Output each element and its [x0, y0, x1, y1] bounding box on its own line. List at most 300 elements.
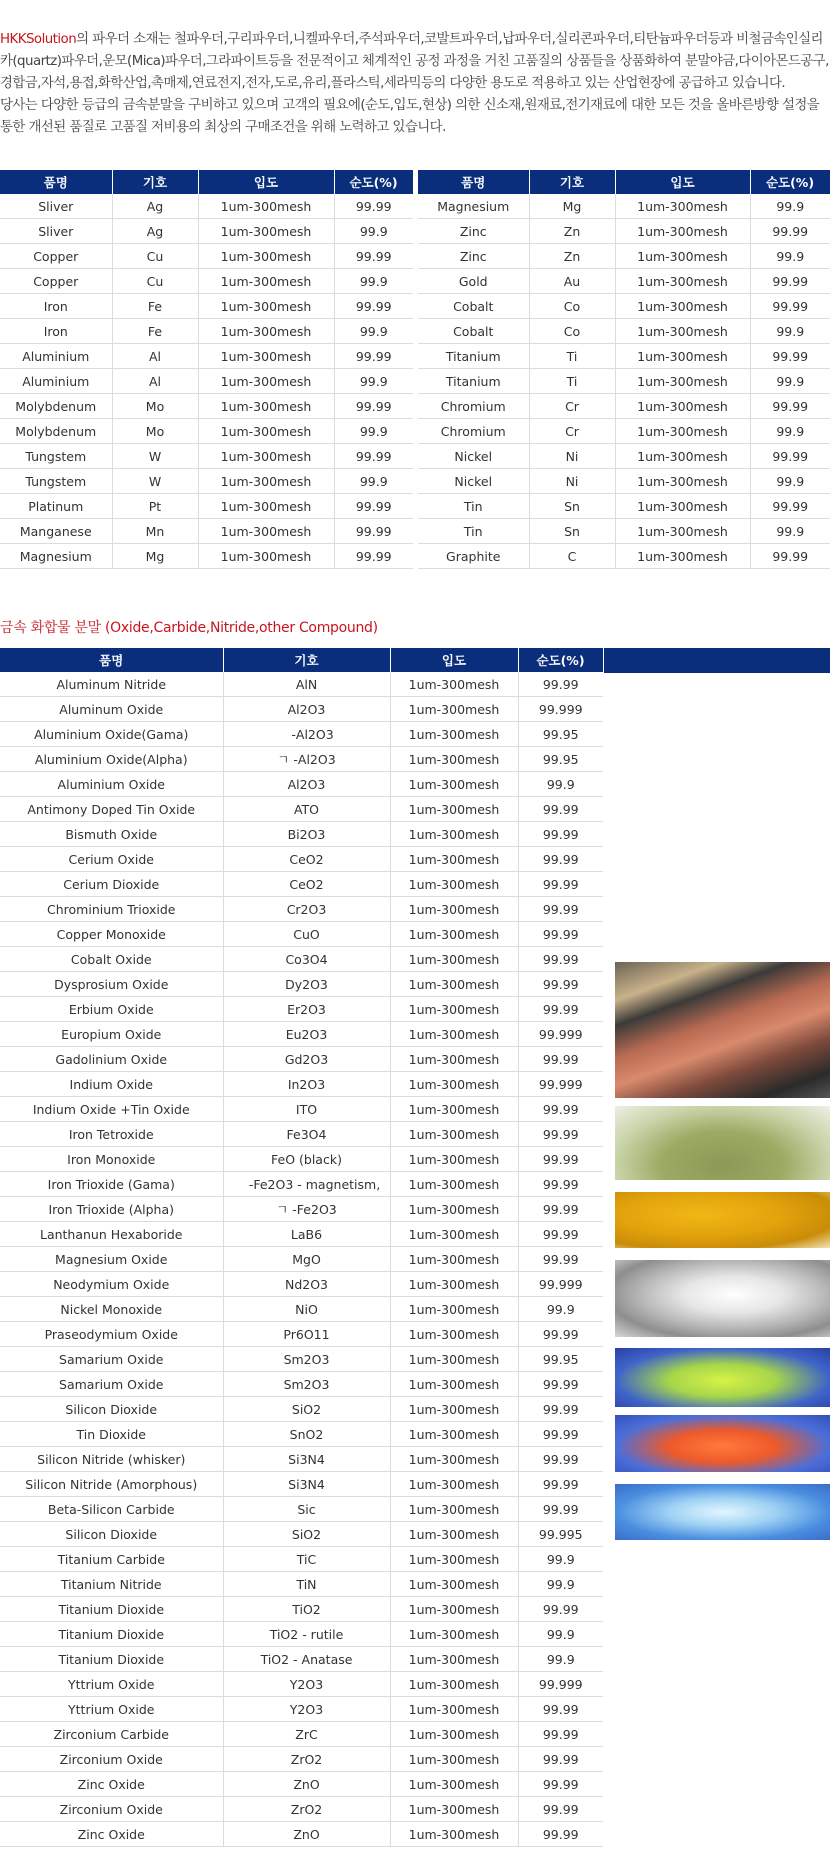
cell-name: Titanium: [418, 344, 529, 369]
table-row: [0, 872, 603, 897]
cell-symbol: Er2O3: [223, 997, 390, 1022]
cell-name: Iron: [0, 319, 112, 344]
cell-name: Sliver: [0, 219, 112, 244]
table-row: [0, 897, 603, 922]
cell-symbol: Zn: [529, 219, 615, 244]
table-row: [0, 319, 413, 344]
cell-size: 1um-300mesh: [390, 1597, 518, 1622]
cell-size: 1um-300mesh: [390, 1197, 518, 1222]
table-row: [0, 822, 603, 847]
table-row: [0, 972, 603, 997]
cell-symbol: Pr6O11: [223, 1322, 390, 1347]
cell-purity: 99.99: [750, 294, 830, 319]
cell-symbol: Co3O4: [223, 947, 390, 972]
col-header-name: 품명: [0, 170, 112, 194]
cell-name: Gadolinium Oxide: [0, 1047, 223, 1072]
col-header-name: 품명: [418, 170, 529, 194]
cell-purity: 99.99: [518, 797, 603, 822]
cell-purity: 99.99: [518, 872, 603, 897]
cell-symbol: C: [529, 544, 615, 569]
cell-name: Chrominium Trioxide: [0, 897, 223, 922]
cell-symbol: TiO2 - Anatase: [223, 1647, 390, 1672]
cell-size: 1um-300mesh: [198, 444, 334, 469]
table-row: [0, 1797, 603, 1822]
table-row: [0, 847, 603, 872]
cell-name: Magnesium Oxide: [0, 1247, 223, 1272]
powder-photo-white: [615, 1260, 830, 1337]
cell-size: 1um-300mesh: [615, 394, 750, 419]
cell-symbol: Y2O3: [223, 1697, 390, 1722]
cell-size: 1um-300mesh: [390, 1672, 518, 1697]
cell-purity: 99.9: [334, 219, 413, 244]
cell-purity: 99.99: [334, 394, 413, 419]
cell-symbol: Pt: [112, 494, 198, 519]
cell-size: 1um-300mesh: [198, 319, 334, 344]
table-row: [0, 1372, 603, 1397]
table-row: [418, 344, 830, 369]
cell-purity: 99.99: [750, 269, 830, 294]
cell-symbol: Bi2O3: [223, 822, 390, 847]
cell-name: Erbium Oxide: [0, 997, 223, 1022]
cell-name: Lanthanun Hexaboride: [0, 1222, 223, 1247]
cell-symbol: MgO: [223, 1247, 390, 1272]
cell-symbol: Cu: [112, 269, 198, 294]
cell-size: 1um-300mesh: [390, 1347, 518, 1372]
cell-size: 1um-300mesh: [390, 1572, 518, 1597]
cell-name: Cobalt: [418, 294, 529, 319]
table-row: [0, 1572, 603, 1597]
table-row: [0, 1122, 603, 1147]
cell-size: 1um-300mesh: [390, 1222, 518, 1247]
table-row: [418, 544, 830, 569]
cell-symbol: Ti: [529, 344, 615, 369]
cell-purity: 99.99: [518, 1797, 603, 1822]
cell-purity: 99.99: [750, 394, 830, 419]
table-row: [0, 1047, 603, 1072]
cell-symbol: Si3N4: [223, 1447, 390, 1472]
cell-size: 1um-300mesh: [615, 294, 750, 319]
cell-purity: 99.9: [518, 772, 603, 797]
cell-size: 1um-300mesh: [615, 319, 750, 344]
cell-purity: 99.99: [334, 494, 413, 519]
cell-purity: 99.99: [518, 1472, 603, 1497]
table-header-row: [418, 170, 830, 194]
cell-name: Europium Oxide: [0, 1022, 223, 1047]
table-row: [0, 1472, 603, 1497]
table-row: [0, 1247, 603, 1272]
cell-name: Iron Trioxide (Alpha): [0, 1197, 223, 1222]
table-row: [418, 469, 830, 494]
cell-name: Aluminium Oxide(Gama): [0, 722, 223, 747]
cell-name: Zinc Oxide: [0, 1822, 223, 1847]
cell-name: Nickel: [418, 469, 529, 494]
cell-symbol: Sic: [223, 1497, 390, 1522]
cell-purity: 99.99: [518, 1322, 603, 1347]
cell-purity: 99.9: [518, 1647, 603, 1672]
col-header-size: 입도: [615, 170, 750, 194]
table-row: [418, 394, 830, 419]
cell-symbol: Au: [529, 269, 615, 294]
cell-size: 1um-300mesh: [390, 1372, 518, 1397]
cell-symbol: Gd2O3: [223, 1047, 390, 1072]
cell-symbol: Co: [529, 294, 615, 319]
cell-symbol: Mo: [112, 394, 198, 419]
cell-name: Zirconium Carbide: [0, 1722, 223, 1747]
cell-size: 1um-300mesh: [615, 544, 750, 569]
cell-size: 1um-300mesh: [390, 1247, 518, 1272]
col-header-purity: 순도(%): [334, 170, 413, 194]
table-header-row: [0, 648, 603, 672]
table-row: [0, 1347, 603, 1372]
cell-symbol: ZrO2: [223, 1797, 390, 1822]
cell-name: Cerium Oxide: [0, 847, 223, 872]
cell-name: Aluminium: [0, 344, 112, 369]
cell-name: Titanium Dioxide: [0, 1647, 223, 1672]
table-row: [418, 444, 830, 469]
table-row: [0, 244, 413, 269]
cell-symbol: CeO2: [223, 872, 390, 897]
cell-name: Aluminum Oxide: [0, 697, 223, 722]
cell-purity: 99.99: [518, 1422, 603, 1447]
cell-purity: 99.99: [334, 294, 413, 319]
metal-left-body: [0, 194, 413, 569]
table-row: [0, 1747, 603, 1772]
table-row: [0, 1822, 603, 1847]
table-row: [418, 519, 830, 544]
cell-symbol: Mo: [112, 419, 198, 444]
cell-symbol: TiC: [223, 1547, 390, 1572]
cell-size: 1um-300mesh: [390, 1647, 518, 1672]
table-row: [0, 722, 603, 747]
cell-purity: 99.995: [518, 1522, 603, 1547]
table-row: [0, 1397, 603, 1422]
cell-size: 1um-300mesh: [198, 469, 334, 494]
cell-name: Titanium Dioxide: [0, 1597, 223, 1622]
col-header-purity: 순도(%): [518, 648, 603, 672]
cell-size: 1um-300mesh: [615, 369, 750, 394]
compound-body: [0, 672, 603, 1847]
cell-name: Magnesium: [0, 544, 112, 569]
cell-purity: 99.99: [750, 544, 830, 569]
cell-name: Copper: [0, 244, 112, 269]
cell-symbol: ATO: [223, 797, 390, 822]
col-header-size: 입도: [198, 170, 334, 194]
cell-name: Chromium: [418, 419, 529, 444]
cell-name: Silicon Nitride (whisker): [0, 1447, 223, 1472]
table-row: [0, 672, 603, 697]
cell-symbol: Mn: [112, 519, 198, 544]
cell-name: Molybdenum: [0, 394, 112, 419]
cell-size: 1um-300mesh: [198, 544, 334, 569]
col-header-symbol: 기호: [112, 170, 198, 194]
table-row: [0, 1322, 603, 1347]
cell-symbol: ZnO: [223, 1772, 390, 1797]
cell-size: 1um-300mesh: [390, 1422, 518, 1447]
table-row: [0, 1497, 603, 1522]
table-row: [0, 1172, 603, 1197]
cell-purity: 99.99: [518, 972, 603, 997]
compound-section-title: 금속 화합물 분말 (Oxide,Carbide,Nitride,other Compound): [0, 620, 378, 636]
cell-purity: 99.99: [334, 519, 413, 544]
cell-symbol: ZnO: [223, 1822, 390, 1847]
cell-name: Copper Monoxide: [0, 922, 223, 947]
cell-size: 1um-300mesh: [390, 672, 518, 697]
cell-name: Titanium Nitride: [0, 1572, 223, 1597]
cell-symbol: Al: [112, 369, 198, 394]
cell-purity: 99.99: [518, 1197, 603, 1222]
cell-symbol: TiN: [223, 1572, 390, 1597]
cell-name: Iron Monoxide: [0, 1147, 223, 1172]
table-row: [0, 519, 413, 544]
cell-size: 1um-300mesh: [390, 1172, 518, 1197]
cell-purity: 99.99: [518, 922, 603, 947]
cell-size: 1um-300mesh: [390, 822, 518, 847]
table-row: [418, 319, 830, 344]
cell-purity: 99.999: [518, 1022, 603, 1047]
cell-name: Yttrium Oxide: [0, 1672, 223, 1697]
cell-symbol: CeO2: [223, 847, 390, 872]
powder-photo-fluorescent-blue: [615, 1484, 830, 1540]
powder-photo-fluorescent-orange: [615, 1415, 830, 1472]
cell-purity: 99.9: [518, 1297, 603, 1322]
cell-size: 1um-300mesh: [615, 244, 750, 269]
cell-size: 1um-300mesh: [390, 1047, 518, 1072]
cell-purity: 99.99: [518, 1397, 603, 1422]
cell-name: Zinc: [418, 244, 529, 269]
table-row: [0, 797, 603, 822]
cell-name: Chromium: [418, 394, 529, 419]
cell-purity: 99.99: [518, 1597, 603, 1622]
cell-size: 1um-300mesh: [390, 697, 518, 722]
cell-size: 1um-300mesh: [390, 997, 518, 1022]
cell-name: Zirconium Oxide: [0, 1797, 223, 1822]
cell-size: 1um-300mesh: [198, 269, 334, 294]
cell-purity: 99.99: [334, 344, 413, 369]
cell-size: 1um-300mesh: [390, 897, 518, 922]
cell-symbol: AlN: [223, 672, 390, 697]
table-row: [418, 369, 830, 394]
cell-symbol: W: [112, 469, 198, 494]
brand-name: HKKSolution: [0, 32, 77, 47]
cell-size: 1um-300mesh: [615, 444, 750, 469]
cell-symbol: LaB6: [223, 1222, 390, 1247]
table-row: [0, 1072, 603, 1097]
table-row: [0, 1297, 603, 1322]
cell-symbol: Ag: [112, 219, 198, 244]
cell-symbol: TiO2 - rutile: [223, 1622, 390, 1647]
cell-symbol: Dy2O3: [223, 972, 390, 997]
cell-name: Samarium Oxide: [0, 1372, 223, 1397]
table-row: [0, 219, 413, 244]
cell-size: 1um-300mesh: [390, 1322, 518, 1347]
cell-symbol: Ag: [112, 194, 198, 219]
cell-name: Tungstem: [0, 469, 112, 494]
cell-symbol: SiO2: [223, 1522, 390, 1547]
cell-symbol: SiO2: [223, 1397, 390, 1422]
cell-size: 1um-300mesh: [390, 922, 518, 947]
cell-purity: 99.9: [334, 369, 413, 394]
metal-right-body: [418, 194, 830, 569]
cell-symbol: ㄱ -Fe2O3: [223, 1197, 390, 1222]
cell-symbol: In2O3: [223, 1072, 390, 1097]
cell-name: Aluminum Nitride: [0, 672, 223, 697]
cell-symbol: Y2O3: [223, 1672, 390, 1697]
cell-size: 1um-300mesh: [198, 344, 334, 369]
cell-name: Silicon Dioxide: [0, 1522, 223, 1547]
cell-purity: 99.99: [518, 1772, 603, 1797]
cell-size: 1um-300mesh: [390, 747, 518, 772]
cell-name: Cobalt: [418, 319, 529, 344]
cell-symbol: Cr: [529, 419, 615, 444]
cell-purity: 99.99: [334, 194, 413, 219]
table-row: [0, 1647, 603, 1672]
cell-name: Antimony Doped Tin Oxide: [0, 797, 223, 822]
cell-name: Dysprosium Oxide: [0, 972, 223, 997]
cell-size: 1um-300mesh: [198, 194, 334, 219]
cell-name: Graphite: [418, 544, 529, 569]
table-row: [0, 772, 603, 797]
cell-purity: 99.9: [334, 419, 413, 444]
cell-symbol: ᅟ-Al2O3: [223, 722, 390, 747]
table-row: [0, 1422, 603, 1447]
table-row: [0, 269, 413, 294]
cell-size: 1um-300mesh: [390, 1522, 518, 1547]
cell-size: 1um-300mesh: [390, 797, 518, 822]
cell-purity: 99.99: [518, 1097, 603, 1122]
cell-symbol: FeO (black): [223, 1147, 390, 1172]
cell-size: 1um-300mesh: [390, 1747, 518, 1772]
cell-symbol: NiO: [223, 1297, 390, 1322]
compound-powder-table: [0, 648, 604, 1847]
cell-size: 1um-300mesh: [390, 1272, 518, 1297]
cell-name: Manganese: [0, 519, 112, 544]
cell-purity: 99.99: [518, 1447, 603, 1472]
table-row: [0, 419, 413, 444]
cell-name: Molybdenum: [0, 419, 112, 444]
cell-name: Titanium: [418, 369, 529, 394]
cell-purity: 99.95: [518, 747, 603, 772]
table-row: [0, 344, 413, 369]
powder-photo-fluorescent-green: [615, 1348, 830, 1407]
cell-size: 1um-300mesh: [390, 1547, 518, 1572]
table-row: [0, 1272, 603, 1297]
cell-size: 1um-300mesh: [390, 1822, 518, 1847]
cell-purity: 99.999: [518, 697, 603, 722]
cell-size: 1um-300mesh: [615, 469, 750, 494]
cell-symbol: Si3N4: [223, 1472, 390, 1497]
cell-name: Cerium Dioxide: [0, 872, 223, 897]
cell-name: Bismuth Oxide: [0, 822, 223, 847]
cell-purity: 99.99: [518, 672, 603, 697]
cell-name: Cobalt Oxide: [0, 947, 223, 972]
table-row: [418, 269, 830, 294]
cell-purity: 99.999: [518, 1072, 603, 1097]
cell-size: 1um-300mesh: [615, 494, 750, 519]
table-row: [0, 394, 413, 419]
table-row: [0, 369, 413, 394]
table-row: [0, 1222, 603, 1247]
cell-purity: 99.99: [518, 1697, 603, 1722]
cell-purity: 99.99: [750, 494, 830, 519]
table-row: [0, 1547, 603, 1572]
cell-name: Silicon Dioxide: [0, 1397, 223, 1422]
cell-purity: 99.99: [750, 344, 830, 369]
cell-purity: 99.999: [518, 1672, 603, 1697]
cell-name: Silicon Nitride (Amorphous): [0, 1472, 223, 1497]
cell-name: Yttrium Oxide: [0, 1697, 223, 1722]
cell-size: 1um-300mesh: [390, 1697, 518, 1722]
cell-purity: 99.9: [750, 519, 830, 544]
cell-symbol: Zn: [529, 244, 615, 269]
cell-purity: 99.99: [334, 444, 413, 469]
cell-symbol: Fe3O4: [223, 1122, 390, 1147]
cell-purity: 99.9: [750, 319, 830, 344]
cell-symbol: Al2O3: [223, 772, 390, 797]
col-header-name: 품명: [0, 648, 223, 672]
table-row: [418, 494, 830, 519]
cell-symbol: Fe: [112, 294, 198, 319]
cell-purity: 99.99: [518, 1747, 603, 1772]
cell-symbol: ㄱ -Al2O3: [223, 747, 390, 772]
header-bar-extension: [604, 648, 830, 673]
cell-size: 1um-300mesh: [390, 1397, 518, 1422]
cell-purity: 99.9: [750, 244, 830, 269]
cell-name: Tin Dioxide: [0, 1422, 223, 1447]
cell-symbol: ITO: [223, 1097, 390, 1122]
powder-photo-green: [615, 1106, 830, 1180]
table-row: [0, 1522, 603, 1547]
cell-size: 1um-300mesh: [615, 419, 750, 444]
cell-size: 1um-300mesh: [390, 1722, 518, 1747]
cell-symbol: Cr2O3: [223, 897, 390, 922]
cell-purity: 99.95: [518, 1347, 603, 1372]
cell-symbol: ZrC: [223, 1722, 390, 1747]
cell-symbol: Ni: [529, 444, 615, 469]
table-row: [418, 194, 830, 219]
cell-symbol: Ti: [529, 369, 615, 394]
cell-purity: 99.99: [518, 1147, 603, 1172]
cell-symbol: TiO2: [223, 1597, 390, 1622]
cell-purity: 99.99: [518, 1497, 603, 1522]
cell-purity: 99.99: [518, 1822, 603, 1847]
cell-purity: 99.99: [518, 1247, 603, 1272]
cell-size: 1um-300mesh: [390, 1772, 518, 1797]
powder-photo-yellow: [615, 1192, 830, 1248]
cell-symbol: Co: [529, 319, 615, 344]
cell-name: Tin: [418, 519, 529, 544]
table-row: [0, 1022, 603, 1047]
cell-purity: 99.99: [750, 219, 830, 244]
cell-size: 1um-300mesh: [390, 772, 518, 797]
cell-name: Gold: [418, 269, 529, 294]
cell-size: 1um-300mesh: [198, 519, 334, 544]
cell-size: 1um-300mesh: [390, 1147, 518, 1172]
intro-text: [0, 29, 830, 139]
cell-name: Indium Oxide: [0, 1072, 223, 1097]
cell-symbol: Cr: [529, 394, 615, 419]
cell-name: Tungstem: [0, 444, 112, 469]
cell-purity: 99.99: [518, 1172, 603, 1197]
cell-name: Neodymium Oxide: [0, 1272, 223, 1297]
cell-purity: 99.9: [334, 269, 413, 294]
cell-name: Zinc Oxide: [0, 1772, 223, 1797]
cell-name: Zirconium Oxide: [0, 1747, 223, 1772]
intro-paragraph-1-text: 의 파우더 소재는 철파우더,구리파우더,니켈파우더,주석파우더,코발트파우더,납파우더,실리콘파우더,티탄늄파우더등과 비철금속인실리카(quartz)파우더,운모(Mica)파우더,그라파이트등을 전문적이고 체계적인 공정 과정을 거친 고품질의 상품들을 상품화하여 분말야금,다이아몬드공구,경합금,자석,용접,화학산업,촉매제,연료전지,전자,도로,유리,플라스틱,세라믹등의 다양한 용도로 적용하고 있는 산업현장에 공급하고 있습니다.: [0, 32, 829, 91]
cell-size: 1um-300mesh: [390, 1122, 518, 1147]
cell-name: Platinum: [0, 494, 112, 519]
cell-size: 1um-300mesh: [390, 847, 518, 872]
cell-purity: 99.99: [518, 1372, 603, 1397]
